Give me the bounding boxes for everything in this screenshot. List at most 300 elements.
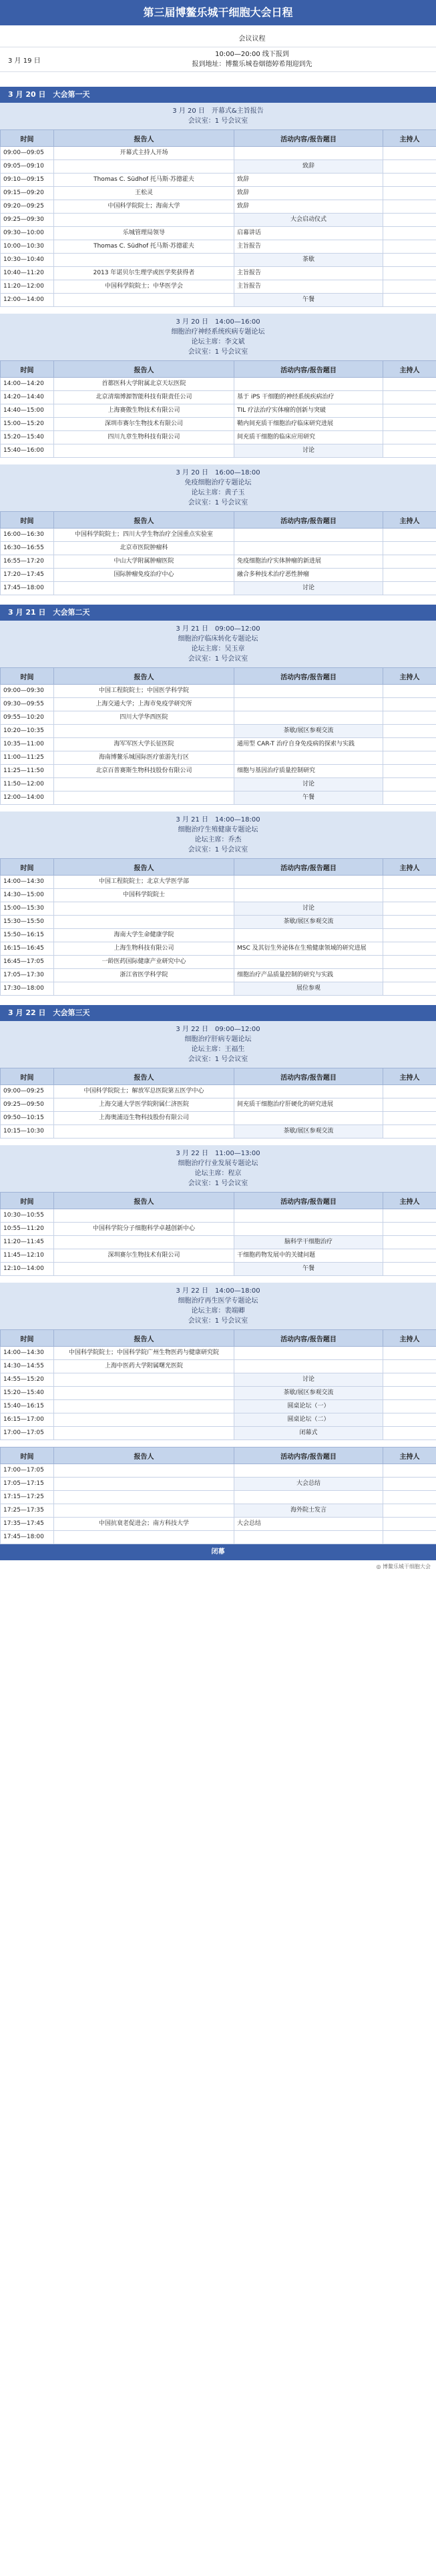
time-cell: 17:00—17:05: [1, 1427, 54, 1440]
session-header-line: 3 月 20 日 14:00—16:00: [176, 318, 260, 326]
topic-cell: [234, 1223, 383, 1236]
host-cell: [383, 685, 436, 698]
speaker-cell: [54, 1209, 234, 1223]
time-header: 时间: [1, 668, 54, 685]
topic-cell: [234, 1112, 383, 1125]
time-cell: 09:30—09:55: [1, 698, 54, 711]
time-cell: 10:30—10:40: [1, 254, 54, 267]
time-cell: 09:20—09:25: [1, 200, 54, 214]
page-title: 第三届博鳌乐城干细胞大会日程: [0, 0, 436, 25]
table-row: [1, 1478, 436, 1491]
host-cell: [383, 240, 436, 254]
table-row: [1, 254, 436, 267]
table-row: [1, 1249, 436, 1263]
speaker-cell: [54, 254, 234, 267]
time-cell: 17:25—17:35: [1, 1504, 54, 1518]
table-row: [1, 1504, 436, 1518]
table-row: [1, 765, 436, 778]
host-cell: [383, 147, 436, 160]
host-cell: [383, 378, 436, 391]
table-row: [1, 1373, 436, 1387]
time-cell: 16:55—17:20: [1, 555, 54, 569]
speaker-cell: [54, 294, 234, 307]
speaker-cell: 中国科学院院士: [54, 889, 234, 902]
topic-cell: 讨论: [234, 444, 383, 458]
speaker-cell: [54, 1504, 234, 1518]
host-cell: [383, 929, 436, 942]
session-header-line: 会议室：1 号会议室: [188, 1180, 248, 1187]
speaker-cell: [54, 1464, 234, 1478]
host-cell: [383, 404, 436, 418]
topic-cell: TIL 疗法治疗实体瘤的创新与突破: [234, 404, 383, 418]
table-row: [1, 1085, 436, 1098]
host-cell: [383, 1112, 436, 1125]
speaker-cell: 北京百普赛斯生物科技股份有限公司: [54, 765, 234, 778]
topic-cell: [234, 1209, 383, 1223]
table-row: [1, 214, 436, 227]
time-cell: 17:20—17:45: [1, 569, 54, 582]
time-cell: 14:00—14:30: [1, 1347, 54, 1360]
host-cell: [383, 1236, 436, 1249]
session-table: [0, 129, 436, 307]
table-row: [1, 569, 436, 582]
table-header-row: [1, 859, 436, 876]
session-header-line: 免疫细胞治疗专题论坛: [184, 479, 252, 487]
speaker-cell: [54, 1400, 234, 1413]
topic-cell: [234, 1347, 383, 1360]
time-cell: 09:00—09:05: [1, 147, 54, 160]
speaker-cell: [54, 1263, 234, 1276]
host-cell: [383, 542, 436, 555]
table-row: [1, 582, 436, 595]
host-cell: [383, 431, 436, 444]
topic-cell: 茶歇/展区参观交流: [234, 725, 383, 738]
topic-cell: 间充质干细胞治疗肝硬化的研究进展: [234, 1098, 383, 1112]
time-cell: 17:00—17:05: [1, 1464, 54, 1478]
host-cell: [383, 160, 436, 174]
host-header: 主持人: [383, 361, 436, 378]
session-table: [0, 1447, 436, 1544]
topic-header: 活动内容/报告题目: [234, 1447, 383, 1464]
topic-cell: [234, 876, 383, 889]
topic-cell: 茶歇/展区参观交流: [234, 916, 383, 929]
host-cell: [383, 956, 436, 969]
speaker-cell: 深圳赛尔生物技术有限公司: [54, 1249, 234, 1263]
speaker-cell: 北京市医院肿瘤科: [54, 542, 234, 555]
table-row: [1, 889, 436, 902]
watermark: ◎ 博鳌乐城干细胞大会: [376, 1564, 431, 1570]
host-cell: [383, 791, 436, 805]
time-cell: 11:50—12:00: [1, 778, 54, 791]
table-header-row: [1, 1330, 436, 1347]
host-cell: [383, 1478, 436, 1491]
day-banner: 3 月 21 日 大会第二天: [0, 605, 436, 621]
host-cell: [383, 267, 436, 280]
host-cell: [383, 1531, 436, 1544]
table-row: [1, 147, 436, 160]
time-cell: 12:10—14:00: [1, 1263, 54, 1276]
table-row: [1, 916, 436, 929]
speaker-cell: 中国抗衰老促进会；南方科技大学: [54, 1518, 234, 1531]
host-cell: [383, 942, 436, 956]
time-cell: 11:00—11:25: [1, 751, 54, 765]
topic-cell: [234, 889, 383, 902]
session-header-line: 论坛主席：裴端卿: [191, 1307, 245, 1315]
session-header-line: 3 月 21 日 14:00—18:00: [176, 816, 260, 824]
speaker-cell: 上海赛傲生物技术有限公司: [54, 404, 234, 418]
speaker-cell: 上海奥浦迈生物科技股份有限公司: [54, 1112, 234, 1125]
table-header-row: [1, 668, 436, 685]
speaker-header: 报告人: [54, 361, 234, 378]
host-cell: [383, 1491, 436, 1504]
speaker-cell: [54, 791, 234, 805]
speaker-cell: [54, 982, 234, 996]
host-cell: [383, 1387, 436, 1400]
speaker-cell: 四川大学华西医院: [54, 711, 234, 725]
topic-cell: [234, 1360, 383, 1373]
table-header-row: [1, 512, 436, 529]
speaker-cell: 中国科学院院士；海南大学: [54, 200, 234, 214]
table-header-row: [1, 1193, 436, 1209]
topic-cell: 大会启动仪式: [234, 214, 383, 227]
table-row: [1, 280, 436, 294]
speaker-cell: [54, 1531, 234, 1544]
host-cell: [383, 751, 436, 765]
topic-cell: 主旨报告: [234, 280, 383, 294]
schedule: [0, 103, 436, 1544]
speaker-cell: 海南大学生命健康学院: [54, 929, 234, 942]
speaker-cell: [54, 1373, 234, 1387]
speaker-header: 报告人: [54, 130, 234, 147]
topic-cell: [234, 147, 383, 160]
topic-cell: [234, 956, 383, 969]
time-cell: 17:30—18:00: [1, 982, 54, 996]
table-row: [1, 391, 436, 404]
session-table: [0, 1329, 436, 1440]
table-row: [1, 1464, 436, 1478]
speaker-cell: 开幕式主持人开场: [54, 147, 234, 160]
topic-cell: [234, 711, 383, 725]
speaker-cell: 一龄医药国际健康产业研究中心: [54, 956, 234, 969]
pre-row: [0, 47, 436, 72]
host-cell: [383, 1223, 436, 1236]
speaker-cell: [54, 444, 234, 458]
topic-cell: 致辞: [234, 174, 383, 187]
session-header-line: 会议室：1 号会议室: [188, 1317, 248, 1325]
session-header-line: 会议室：1 号会议室: [188, 348, 248, 356]
table-row: [1, 1531, 436, 1544]
session-header-line: 3 月 22 日 09:00—12:00: [176, 1026, 260, 1033]
speaker-cell: [54, 725, 234, 738]
speaker-cell: 王松灵: [54, 187, 234, 200]
table-row: [1, 902, 436, 916]
pre-line: 10:00—20:00 线下报到: [215, 51, 289, 58]
host-cell: [383, 725, 436, 738]
topic-header: 活动内容/报告题目: [234, 859, 383, 876]
session-header-line: 会议室：1 号会议室: [188, 117, 248, 125]
time-cell: 16:15—16:45: [1, 942, 54, 956]
speaker-cell: 深圳市赛尔生物技术有限公司: [54, 418, 234, 431]
host-header: 主持人: [383, 859, 436, 876]
topic-cell: 午餐: [234, 294, 383, 307]
table-header-row: [1, 130, 436, 147]
table-row: [1, 404, 436, 418]
topic-cell: 致辞: [234, 200, 383, 214]
topic-cell: 鞘内间充质干细胞治疗临床研究进展: [234, 418, 383, 431]
topic-cell: [234, 1491, 383, 1504]
host-cell: [383, 1464, 436, 1478]
speaker-cell: 海军军医大学长征医院: [54, 738, 234, 751]
table-row: [1, 1518, 436, 1531]
speaker-header: 报告人: [54, 1068, 234, 1085]
session-table: [0, 511, 436, 595]
host-cell: [383, 1249, 436, 1263]
host-header: 主持人: [383, 1193, 436, 1209]
host-header: 主持人: [383, 1447, 436, 1464]
host-cell: [383, 1518, 436, 1531]
host-cell: [383, 1125, 436, 1139]
speaker-cell: [54, 1427, 234, 1440]
topic-cell: 脑科学干细胞治疗: [234, 1236, 383, 1249]
table-row: [1, 267, 436, 280]
speaker-cell: 中国科学院院士；解放军总医院第五医学中心: [54, 1085, 234, 1098]
time-cell: 10:15—10:30: [1, 1125, 54, 1139]
speaker-header: 报告人: [54, 859, 234, 876]
topic-cell: 圆桌论坛（二）: [234, 1413, 383, 1427]
table-row: [1, 1427, 436, 1440]
speaker-cell: 首都医科大学附属北京天坛医院: [54, 378, 234, 391]
table-row: [1, 1209, 436, 1223]
table-row: [1, 1491, 436, 1504]
topic-header: 活动内容/报告题目: [234, 130, 383, 147]
table-row: [1, 555, 436, 569]
time-cell: 17:15—17:25: [1, 1491, 54, 1504]
session-header-line: 会议室：1 号会议室: [188, 846, 248, 854]
time-cell: 16:15—17:00: [1, 1413, 54, 1427]
table-row: [1, 929, 436, 942]
time-cell: 16:30—16:55: [1, 542, 54, 555]
speaker-cell: [54, 1478, 234, 1491]
day-banner: 3 月 22 日 大会第三天: [0, 1005, 436, 1021]
speaker-header: 报告人: [54, 1330, 234, 1347]
session-header-line: 论坛主席：乔杰: [194, 836, 242, 844]
topic-cell: 圆桌论坛（一）: [234, 1400, 383, 1413]
topic-cell: 茶歇: [234, 254, 383, 267]
time-cell: 14:00—14:20: [1, 378, 54, 391]
topic-cell: 讨论: [234, 1373, 383, 1387]
speaker-cell: [54, 916, 234, 929]
host-header: 主持人: [383, 1068, 436, 1085]
time-cell: 17:45—18:00: [1, 1531, 54, 1544]
session-table: [0, 360, 436, 458]
topic-cell: 午餐: [234, 1263, 383, 1276]
time-cell: 14:00—14:30: [1, 876, 54, 889]
topic-cell: [234, 698, 383, 711]
table-row: [1, 956, 436, 969]
speaker-header: 报告人: [54, 512, 234, 529]
table-row: [1, 160, 436, 174]
table-row: [1, 969, 436, 982]
host-cell: [383, 280, 436, 294]
topic-cell: [234, 1531, 383, 1544]
pre-header-row: [0, 31, 436, 47]
host-cell: [383, 738, 436, 751]
table-row: [1, 444, 436, 458]
table-row: [1, 1413, 436, 1427]
speaker-cell: 上海生物科技有限公司: [54, 942, 234, 956]
host-cell: [383, 1209, 436, 1223]
session-header-line: 细胞治疗再生医学专题论坛: [178, 1297, 258, 1305]
time-cell: 14:30—14:55: [1, 1360, 54, 1373]
session-header-line: 3 月 21 日 09:00—12:00: [176, 625, 260, 633]
topic-cell: 细胞与基因治疗质量控制研究: [234, 765, 383, 778]
time-cell: 15:40—16:15: [1, 1400, 54, 1413]
table-row: [1, 1360, 436, 1373]
speaker-cell: [54, 582, 234, 595]
host-cell: [383, 569, 436, 582]
table-row: [1, 1223, 436, 1236]
topic-header: 活动内容/报告题目: [234, 512, 383, 529]
pre-date: 3 月 19 日: [8, 57, 41, 65]
host-cell: [383, 902, 436, 916]
topic-cell: 展位参观: [234, 982, 383, 996]
speaker-cell: [54, 1491, 234, 1504]
host-cell: [383, 555, 436, 569]
speaker-cell: [54, 902, 234, 916]
session-table: [0, 667, 436, 805]
table-row: [1, 778, 436, 791]
speaker-cell: [54, 1413, 234, 1427]
host-cell: [383, 916, 436, 929]
table-row: [1, 174, 436, 187]
topic-header: 活动内容/报告题目: [234, 668, 383, 685]
session-header-line: 论坛主席：王福生: [191, 1046, 245, 1053]
time-cell: 09:25—09:30: [1, 214, 54, 227]
table-row: [1, 685, 436, 698]
table-row: [1, 294, 436, 307]
speaker-cell: 中国工程院院士；中国医学科学院: [54, 685, 234, 698]
topic-cell: 大会总结: [234, 1478, 383, 1491]
time-cell: 09:15—09:20: [1, 187, 54, 200]
table-row: [1, 227, 436, 240]
table-row: [1, 542, 436, 555]
time-cell: 15:20—15:40: [1, 1387, 54, 1400]
host-cell: [383, 1373, 436, 1387]
session-header-line: 论坛主席：程京: [194, 1170, 242, 1177]
topic-cell: [234, 378, 383, 391]
time-cell: 09:30—10:00: [1, 227, 54, 240]
table-header-row: [1, 1068, 436, 1085]
time-cell: 10:20—10:35: [1, 725, 54, 738]
host-cell: [383, 418, 436, 431]
speaker-cell: 中国工程院院士；北京大学医学部: [54, 876, 234, 889]
host-cell: [383, 1085, 436, 1098]
topic-cell: [234, 929, 383, 942]
speaker-cell: 四川九章生物科技有限公司: [54, 431, 234, 444]
topic-cell: 融合多种技术治疗恶性肿瘤: [234, 569, 383, 582]
host-cell: [383, 889, 436, 902]
speaker-cell: 中国科学院院士；中国科学院广州生物医药与健康研究院: [54, 1347, 234, 1360]
host-cell: [383, 254, 436, 267]
host-cell: [383, 294, 436, 307]
speaker-header: 报告人: [54, 1193, 234, 1209]
time-cell: 09:05—09:10: [1, 160, 54, 174]
host-cell: [383, 969, 436, 982]
time-cell: 16:45—17:05: [1, 956, 54, 969]
table-row: [1, 1263, 436, 1276]
table-row: [1, 187, 436, 200]
pre-header: 会议议程: [238, 35, 266, 43]
speaker-cell: [54, 1236, 234, 1249]
table-row: [1, 1098, 436, 1112]
topic-header: 活动内容/报告题目: [234, 361, 383, 378]
host-cell: [383, 214, 436, 227]
host-cell: [383, 982, 436, 996]
host-cell: [383, 444, 436, 458]
time-cell: 09:50—10:15: [1, 1112, 54, 1125]
pre-line: 报到地址：博鳌乐城卷烟德婷希翔迎到先: [192, 61, 312, 68]
speaker-cell: 海南博鳌乐城国际医疗旅游先行区: [54, 751, 234, 765]
time-header: 时间: [1, 1330, 54, 1347]
table-header-row: [1, 1447, 436, 1464]
time-cell: 11:20—12:00: [1, 280, 54, 294]
session-header: [0, 1145, 436, 1192]
topic-cell: [234, 1464, 383, 1478]
time-header: 时间: [1, 859, 54, 876]
topic-cell: [234, 751, 383, 765]
session-header-line: 细胞治疗临床转化专题论坛: [178, 635, 258, 643]
time-header: 时间: [1, 1447, 54, 1464]
session-header: [0, 1283, 436, 1329]
time-header: 时间: [1, 130, 54, 147]
topic-cell: 细胞治疗产品质量控制的研究与实践: [234, 969, 383, 982]
time-cell: 16:00—16:30: [1, 529, 54, 542]
session-header-line: 论坛主席：吴玉章: [191, 645, 245, 653]
topic-header: 活动内容/报告题目: [234, 1068, 383, 1085]
time-cell: 14:40—15:00: [1, 404, 54, 418]
time-cell: 17:05—17:30: [1, 969, 54, 982]
time-cell: 11:25—11:50: [1, 765, 54, 778]
time-cell: 15:30—15:50: [1, 916, 54, 929]
session-header: [0, 1021, 436, 1068]
time-cell: 10:30—10:55: [1, 1209, 54, 1223]
topic-cell: [234, 685, 383, 698]
time-cell: 15:00—15:20: [1, 418, 54, 431]
host-cell: [383, 582, 436, 595]
session-header: [0, 621, 436, 667]
time-cell: 10:00—10:30: [1, 240, 54, 254]
host-header: 主持人: [383, 668, 436, 685]
time-cell: 09:10—09:15: [1, 174, 54, 187]
session-header-line: 细胞治疗生殖健康专题论坛: [178, 826, 258, 834]
speaker-cell: 中国科学院分子细胞科学卓越创新中心: [54, 1223, 234, 1236]
host-cell: [383, 765, 436, 778]
topic-cell: 讨论: [234, 582, 383, 595]
table-row: [1, 1387, 436, 1400]
speaker-cell: [54, 778, 234, 791]
time-cell: 15:50—16:15: [1, 929, 54, 942]
session-header-line: 会议室：1 号会议室: [188, 655, 248, 663]
time-header: 时间: [1, 1068, 54, 1085]
time-cell: 17:45—18:00: [1, 582, 54, 595]
topic-cell: 通用型 CAR-T 治疗自身免疫病的探索与实践: [234, 738, 383, 751]
time-cell: 09:25—09:50: [1, 1098, 54, 1112]
host-cell: [383, 1413, 436, 1427]
topic-cell: 茶歇/展区参观交流: [234, 1125, 383, 1139]
topic-cell: 间充质干细胞的临床应用研究: [234, 431, 383, 444]
time-cell: 11:45—12:10: [1, 1249, 54, 1263]
speaker-cell: 中山大学附属肿瘤医院: [54, 555, 234, 569]
